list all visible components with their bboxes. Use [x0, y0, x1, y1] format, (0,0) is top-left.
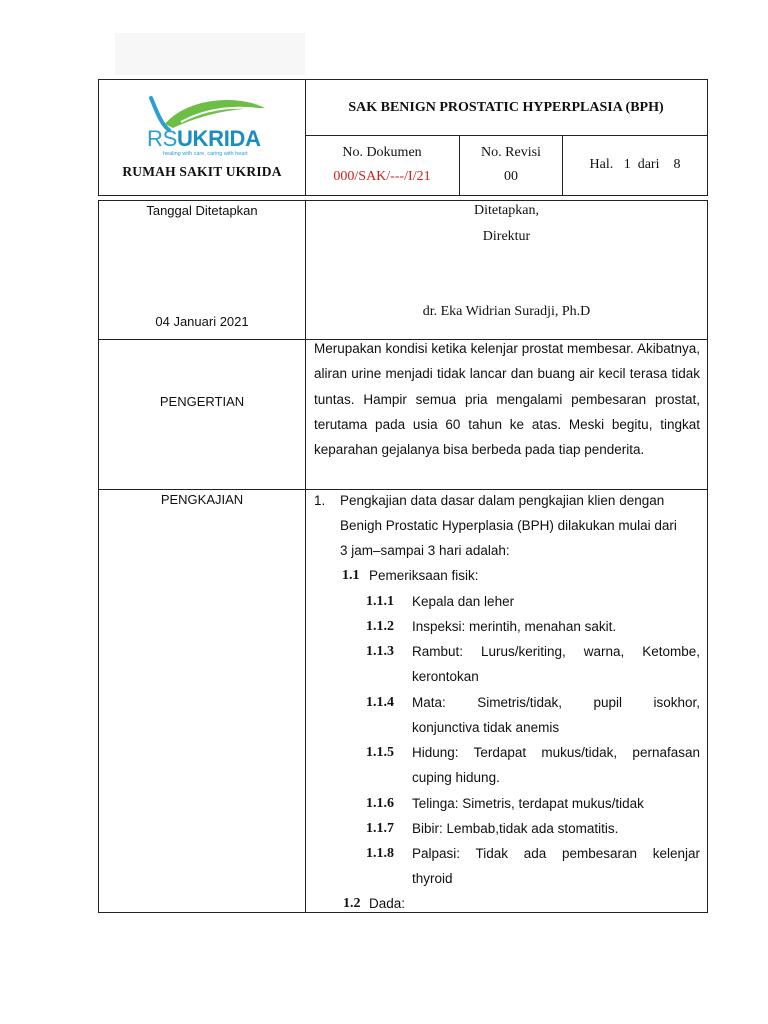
revision-value: 00 [504, 169, 518, 184]
pengkajian-label: PENGKAJIAN [160, 492, 244, 507]
logo-rs-text: RS [147, 126, 177, 151]
entry-text: thyroid [412, 871, 453, 886]
logo-ukrida-text: UKRIDA [176, 126, 261, 151]
entry-number: 1.1.4 [366, 695, 394, 710]
document-title: SAK BENIGN PROSTATIC HYPERPLASIA (BPH) [305, 80, 707, 136]
entry-text: Bibir: Lembab,tidak ada stomatitis. [412, 821, 619, 836]
sub-label: Pemeriksaan fisik: [369, 568, 479, 583]
hospital-logo [147, 94, 277, 158]
date-label: Tanggal Ditetapkan [146, 203, 258, 218]
entry-text: konjunctiva tidak anemis [412, 720, 560, 735]
item1-line: 3 jam–sampai 3 hari adalah: [340, 543, 510, 558]
entry-number: 1.1.3 [366, 644, 394, 659]
doc-number-label: No. Dokumen [342, 145, 422, 160]
page-info: Hal. 1 dari 8 [589, 157, 681, 172]
approval-set-label: Ditetapkan, [474, 203, 539, 218]
entry-text: Telinga: Simetris, terdapat mukus/tidak [412, 796, 644, 811]
item1-number: 1. [314, 493, 326, 508]
faint-watermark [115, 33, 305, 75]
entry-number: 1.1.8 [366, 846, 394, 861]
entry-number: 1.1.7 [366, 821, 394, 836]
entry-number: 1.1.5 [366, 745, 394, 760]
pengertian-text: Merupakan kondisi ketika kelenjar prostat membesar. Akibatnya, aliran urine menjadi tidak lancar dan buang air kecil terasa tidak tuntas. Hampir semua pria mengalami pembesaran prostat, terutama pada usia 60 tahun ke atas. Meski begitu, tingkat keparahan gejalanya bisa berbeda pada tiap penderita. [314, 341, 700, 458]
approval-signatory: dr. Eka Widrian Suradji, Ph.D [422, 304, 591, 319]
entry-text: Kepala dan leher [412, 594, 515, 609]
document-header [98, 79, 708, 196]
sub-number: 1.1 [342, 568, 360, 583]
item1-line: Benigh Prostatic Hyperplasia (BPH) dilakukan mulai dari [340, 518, 677, 533]
entry-text: kerontokan [412, 669, 479, 684]
entry-text: Mata: Simetris/tidak, pupil isokhor, [412, 695, 700, 710]
sub2-label: Dada: [369, 896, 406, 911]
sub2-number: 1.2 [343, 896, 361, 911]
entry-text: cuping hidung. [412, 770, 500, 785]
revision-cell [460, 135, 563, 195]
approval-role: Direktur [482, 229, 531, 244]
doc-number-cell [305, 135, 460, 195]
document-body [98, 200, 708, 913]
logo-wordmark [147, 128, 261, 150]
entry-text: Inspeksi: merintih, menahan sakit. [412, 619, 617, 634]
entry-text: Hidung: Terdapat mukus/tidak, pernafasan [412, 745, 700, 760]
entry-text: Rambut: Lurus/keriting, warna, Ketombe, [412, 644, 700, 659]
date-value: 04 Januari 2021 [155, 314, 249, 329]
hospital-cell [99, 80, 306, 195]
logo-tagline: healing with care, caring with heart [163, 151, 248, 157]
entry-text: Palpasi: Tidak ada pembesaran kelenjar [412, 846, 700, 861]
hospital-name: RUMAH SAKIT UKRIDA [122, 164, 282, 179]
item1-line: Pengkajian data dasar dalam pengkajian klien dengan [340, 493, 665, 508]
revision-label: No. Revisi [481, 145, 541, 160]
page-info-cell [563, 135, 707, 195]
doc-number-value: 000/SAK/---/I/21 [333, 169, 431, 184]
entry-number: 1.1.1 [366, 594, 394, 609]
entry-number: 1.1.2 [366, 619, 394, 634]
pengertian-label: PENGERTIAN [159, 394, 245, 409]
entry-number: 1.1.6 [366, 796, 394, 811]
